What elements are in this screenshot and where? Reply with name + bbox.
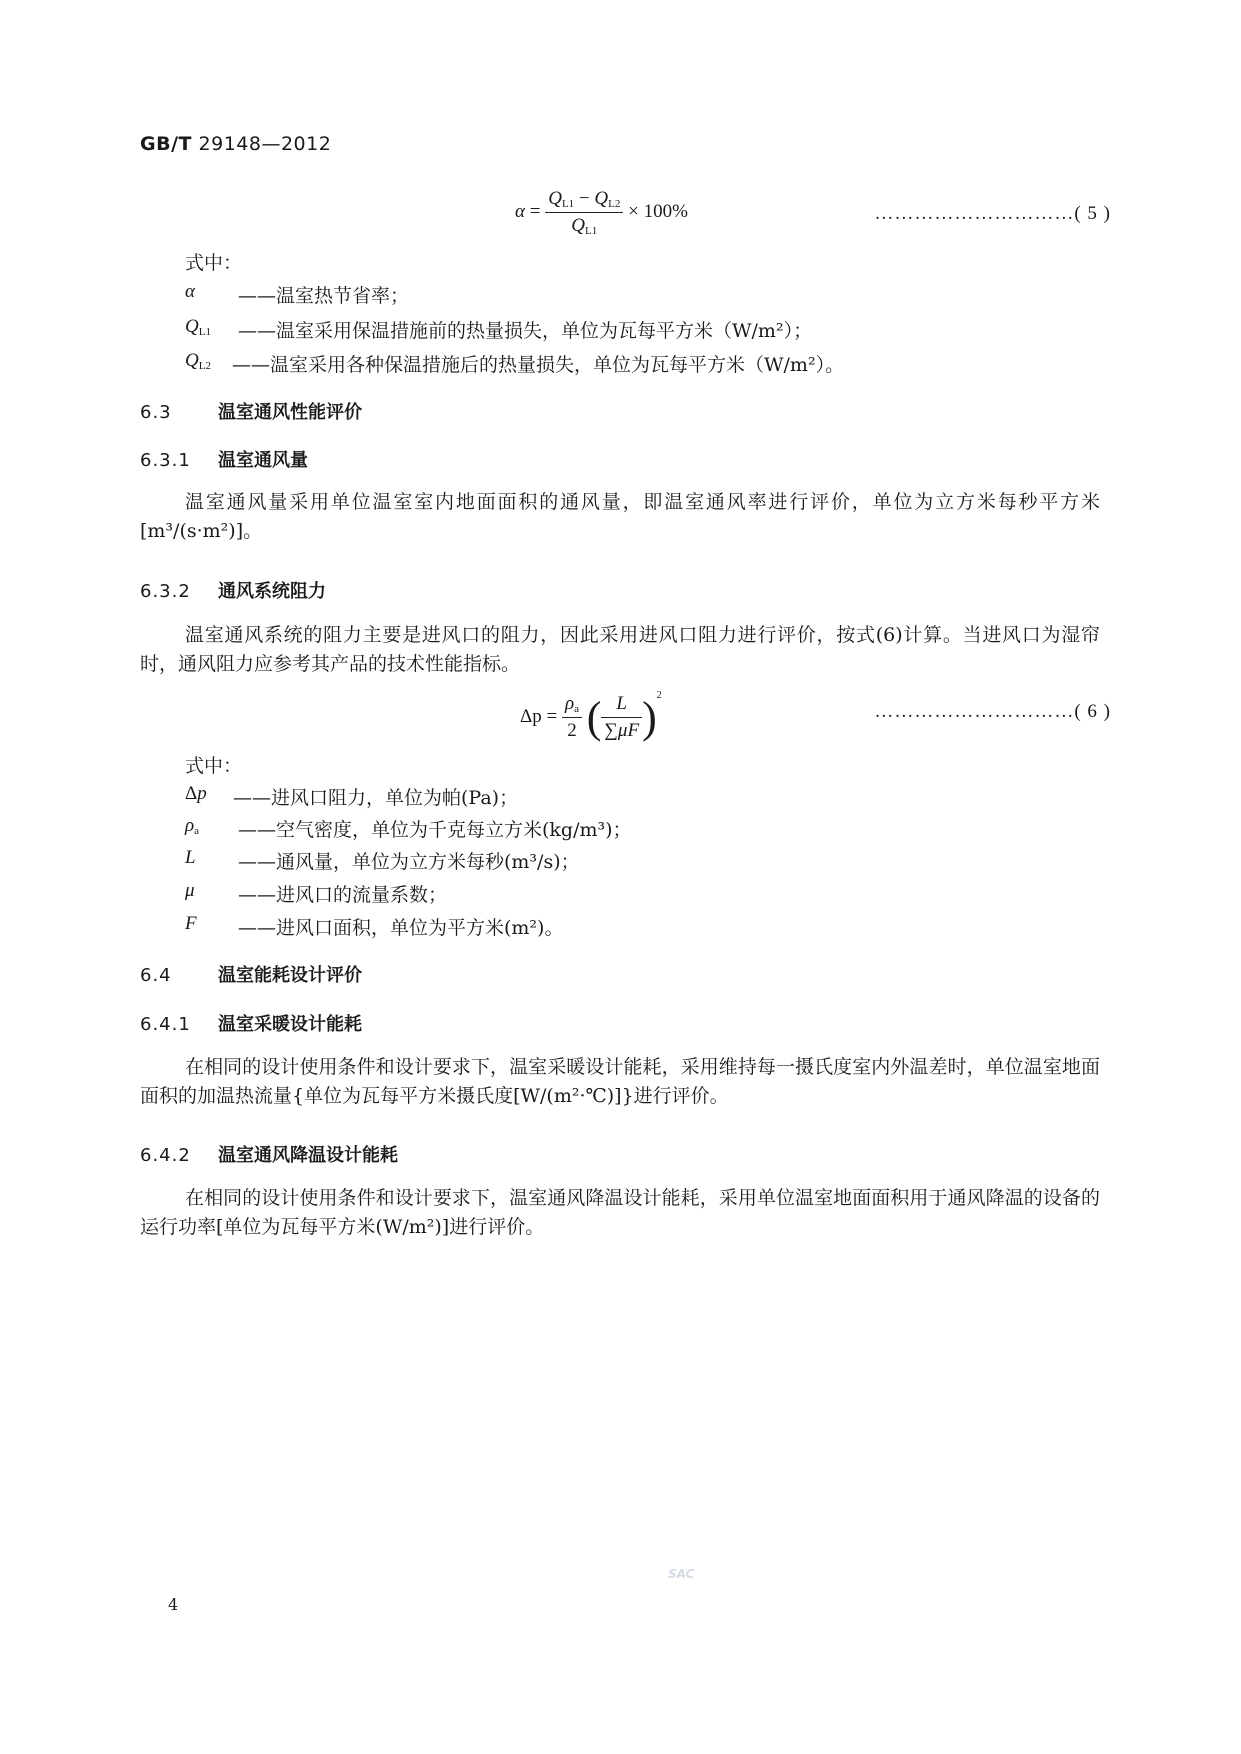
equation-5: α = $\frac{Q_{L1} - Q_{L2}}{Q_{L1}}$ × 100% <box>515 188 688 237</box>
section-heading-6-4-2: 6.4.2 温室通风降温设计能耗 <box>140 1145 398 1166</box>
paragraph-6-4-2: 在相同的设计使用条件和设计要求下，温室通风降温设计能耗，采用单位温室地面面积用于通风降温的设备的运行功率[单位为瓦每平方米(W/m²)]进行评价。 <box>140 1187 1100 1238</box>
equation-5-tail: × 100% <box>628 200 688 222</box>
def5-symbol: $Q_{L1}$ <box>185 316 211 338</box>
def6-symbol: F <box>185 913 197 934</box>
def5-text: ——温室采用各种保温措施后的热量损失，单位为瓦每平方米（W/m²）。 <box>232 354 845 376</box>
def6-symbol: $\rho_a$ <box>185 815 200 837</box>
section-heading-6-3-2: 6.3.2 通风系统阻力 <box>140 581 326 602</box>
def6-text: ——进风口的流量系数； <box>238 884 448 906</box>
def6-text: ——进风口面积，单位为平方米(m²)。 <box>238 917 564 939</box>
paragraph-6-4-1: 在相同的设计使用条件和设计要求下，温室采暖设计能耗，采用维持每一摄氏度室内外温差时，单位温室地面面积的加温热流量{单位为瓦每平方米摄氏度[W/(m²·℃)]}进行评价。 <box>140 1056 1100 1107</box>
def6-text: ——进风口阻力，单位为帕(Pa)； <box>233 787 519 809</box>
equation-5-number: …………………………( 5 ) <box>874 203 1111 224</box>
def5-text: ——温室热节省率； <box>238 285 410 307</box>
def6-symbol: μ <box>185 880 195 901</box>
equation-5-lhs: α <box>515 200 525 222</box>
paragraph-6-3-2: 温室通风系统的阻力主要是进风口的阻力，因此采用进风口阻力进行评价，按式(6)计算。当进风口为湿帘时，通风阻力应参考其产品的技术性能指标。 <box>140 624 1100 675</box>
equation-5-numerator: $Q_{L1} - Q_{L2}$ <box>545 188 623 213</box>
def6-text: ——通风量，单位为立方米每秒(m³/s)； <box>238 851 580 873</box>
def5-text: ——温室采用保温措施前的热量损失，单位为瓦每平方米（W/m²）； <box>238 320 813 342</box>
sac-logo: SAC <box>668 1567 695 1581</box>
section-heading-6-3: 6.3 温室通风性能评价 <box>140 402 362 423</box>
def6-symbol: Δp <box>185 783 207 804</box>
equation-5-denominator: $Q_{L1}$ <box>571 215 598 237</box>
equation-6-lhs: Δp = <box>520 706 558 727</box>
def6-symbol: L <box>185 847 196 868</box>
where-label: 式中： <box>185 252 243 274</box>
equation-6-inner-fraction: $\frac{L}{\sum\mu F}$ <box>601 693 642 742</box>
page-number: 4 <box>168 1595 179 1614</box>
paragraph-6-3-1: 温室通风量采用单位温室室内地面面积的通风量，即温室通风率进行评价，单位为立方米每秒平方米[m³/(s·m²)]。 <box>140 491 1100 542</box>
def6-text: ——空气密度，单位为千克每立方米(kg/m³)； <box>238 819 632 841</box>
section-heading-6-3-1: 6.3.1 温室通风量 <box>140 450 308 471</box>
section-heading-6-4: 6.4 温室能耗设计评价 <box>140 965 362 986</box>
def5-symbol: α <box>185 281 195 302</box>
section-heading-6-4-1: 6.4.1 温室采暖设计能耗 <box>140 1014 362 1035</box>
def5-symbol: $Q_{L2}$ <box>185 350 211 372</box>
where-label: 式中： <box>185 755 243 777</box>
standard-number: GB/T 29148—2012 <box>140 133 332 155</box>
equation-5-fraction <box>545 188 623 237</box>
equation-6: Δp = $\frac{\rho_a}{2}$ ( $\frac{L}{\sum\mu F}$ )$^2$ <box>520 690 662 743</box>
equation-6-rho-fraction: $\frac{\rho_a}{2}$ <box>562 693 582 742</box>
equation-6-number: …………………………( 6 ) <box>874 701 1111 722</box>
